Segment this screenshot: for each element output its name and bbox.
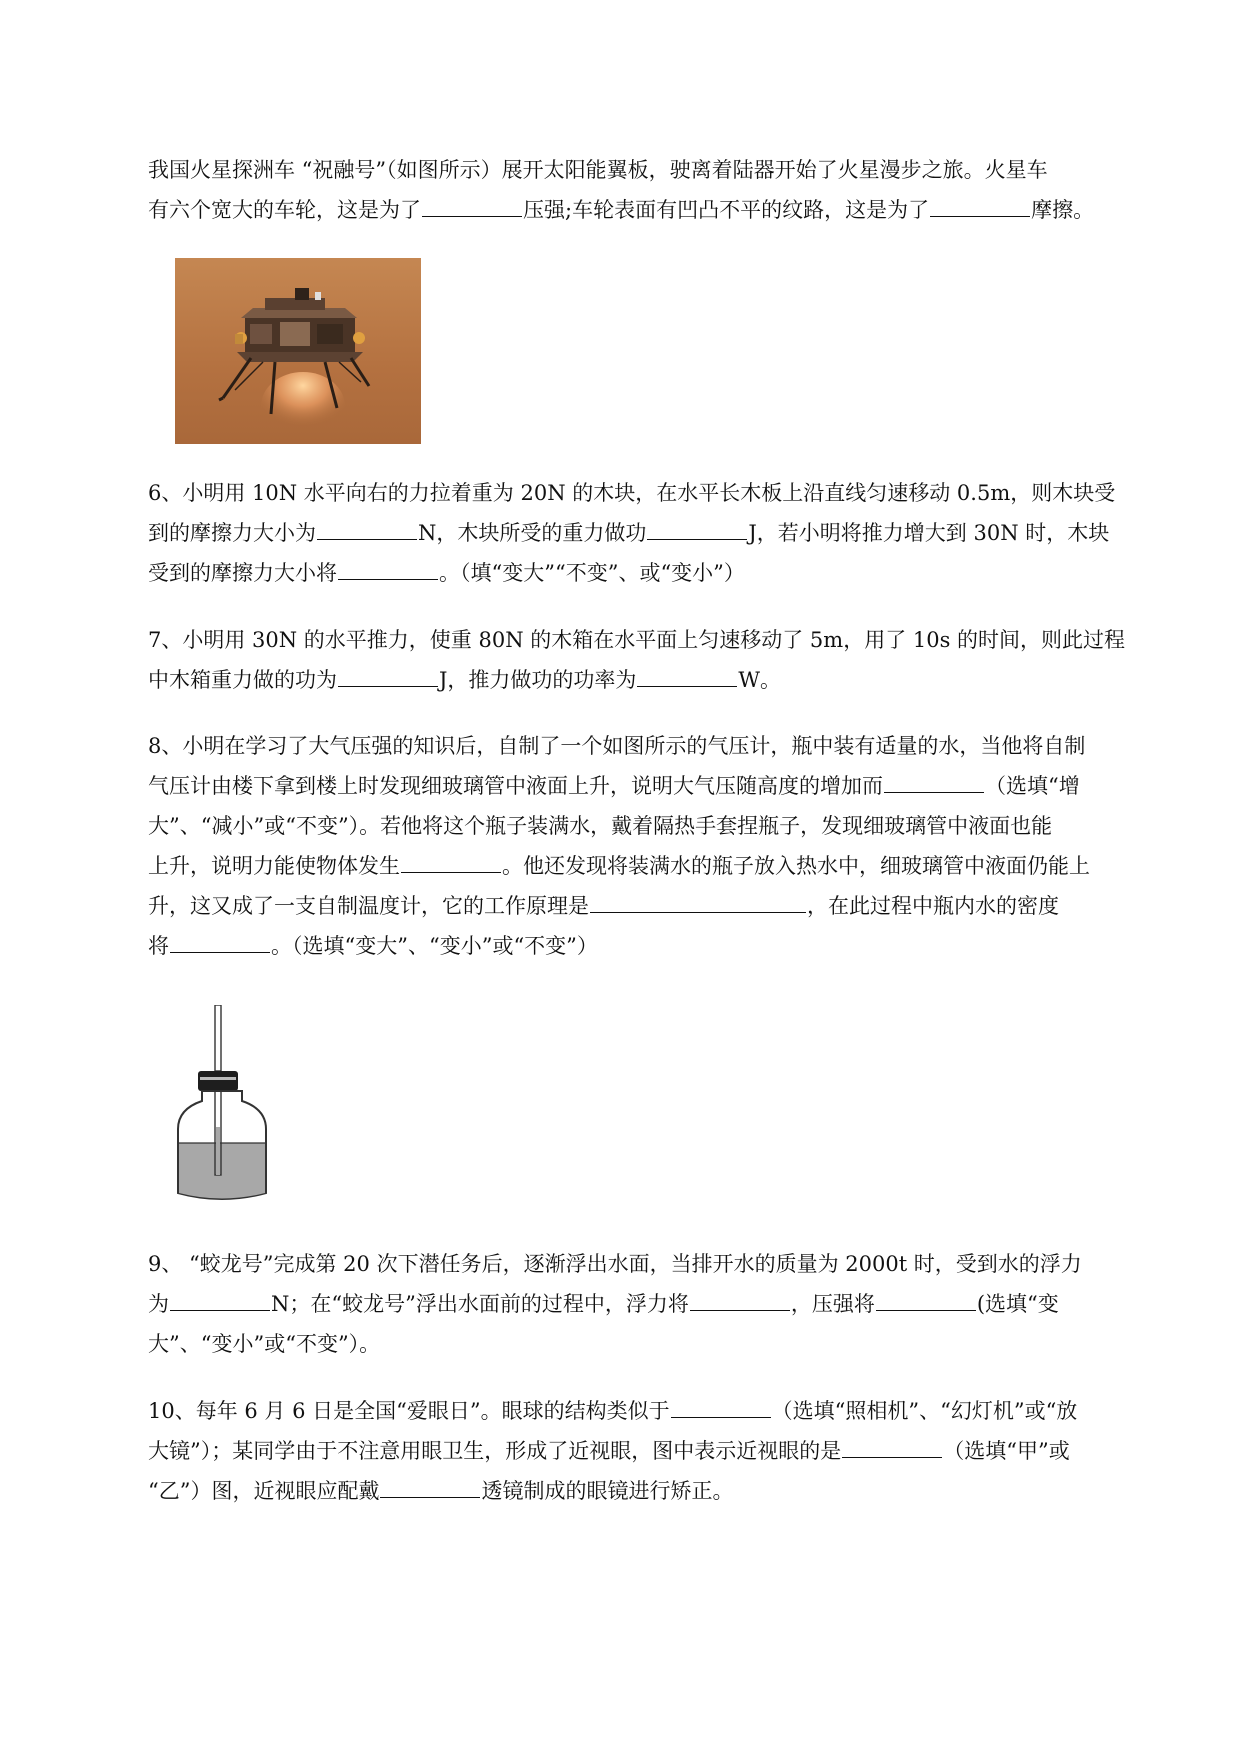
answer-blank[interactable] [647, 519, 747, 540]
q10-line-3: “乙”）图，近视眼应配戴 透镜制成的眼镜进行矫正。 [148, 1479, 734, 1503]
q8-line-4: 上升，说明力能使物体发生 。他还发现将装满水的瓶子放入热水中，细玻璃管中液面仍能上 [148, 854, 1090, 878]
answer-blank[interactable] [422, 196, 522, 217]
q8-line-3: 大”、“减小”或“不变”）。若他将这个瓶子装满水，戴着隔热手套捏瓶子，发现细玻璃管中液面也能 [148, 814, 1053, 838]
answer-blank[interactable] [170, 1290, 270, 1311]
q5-line-1: 我国火星探洲车 “祝融号”（如图所示）展开太阳能翼板，驶离着陆器开始了火星漫步之旅。火星车 [148, 158, 1048, 182]
q6-line-1: 6、小明用 10N 水平向右的力拉着重为 20N 的木块，在水平长木板上沿直线匀速移动 0.5m，则木块受 [148, 481, 1116, 505]
answer-blank[interactable] [637, 666, 737, 687]
q9-line-1: 9、 “蛟龙号”完成第 20 次下潜任务后，逐渐浮出水面，当排开水的质量为 2000t 时，受到水的浮力 [148, 1252, 1082, 1276]
q8-line-5: 升，这又成了一支自制温度计，它的工作原理是 ，在此过程中瓶内水的密度 [148, 894, 1059, 918]
question-10 [148, 1391, 1158, 1511]
answer-blank[interactable] [842, 1437, 942, 1458]
answer-blank[interactable] [338, 559, 438, 580]
q9-line-2: 为 N；在“蛟龙号”浮出水面前的过程中，浮力将 ，压强将 (选填“变 [148, 1292, 1059, 1316]
answer-blank[interactable] [401, 852, 501, 873]
q8-line-1: 8、小明在学习了大气压强的知识后，自制了一个如图所示的气压计，瓶中装有适量的水，当他将自制 [148, 734, 1086, 758]
answer-blank[interactable] [317, 519, 417, 540]
q10-line-1: 10、每年 6 月 6 日是全国“爱眼日”。眼球的结构类似于 （选填“照相机”、“幻灯机”或“放 [148, 1399, 1078, 1423]
q7-line-1: 7、小明用 30N 的水平推力，使重 80N 的木箱在水平面上匀速移动了 5m，用了 10s 的时间，则此过程 [148, 628, 1126, 652]
q8-line-2: 气压计由楼下拿到楼上时发现细玻璃管中液面上升，说明大气压随高度的增加而 （选填“增 [148, 774, 1080, 798]
answer-blank[interactable] [590, 892, 806, 913]
q10-line-2: 大镜”）；某同学由于不注意用眼卫生，形成了近视眼，图中表示近视眼的是 （选填“甲”或 [148, 1439, 1070, 1463]
bottle-barometer-diagram [172, 1005, 282, 1203]
answer-blank[interactable] [170, 932, 270, 953]
question-6 [148, 473, 1158, 593]
answer-blank[interactable] [671, 1397, 771, 1418]
question-7 [148, 620, 1158, 700]
q7-line-2: 中木箱重力做的功为 J，推力做功的功率为 W。 [148, 668, 782, 692]
question-9 [148, 1244, 1158, 1364]
q6-line-2: 到的摩擦力大小为 N，木块所受的重力做功 J，若小明将推力增大到 30N 时，木块 [148, 521, 1110, 545]
answer-blank[interactable] [884, 772, 984, 793]
q9-line-3: 大”、“变小”或“不变”）。 [148, 1332, 381, 1356]
q8-line-6: 将 。（选填“变大”、“变小”或“不变”） [148, 934, 598, 958]
question-8 [148, 726, 1158, 966]
answer-blank[interactable] [380, 1477, 480, 1498]
answer-blank[interactable] [690, 1290, 790, 1311]
q6-line-3: 受到的摩擦力大小将 。（填“变大”“不变”、或“变小”） [148, 561, 745, 585]
mars-lander-image [175, 258, 421, 444]
answer-blank[interactable] [876, 1290, 976, 1311]
answer-blank[interactable] [338, 666, 438, 687]
answer-blank[interactable] [930, 196, 1030, 217]
question-5 [148, 150, 1158, 230]
q5-line-2: 有六个宽大的车轮，这是为了 压强;车轮表面有凹凸不平的纹路，这是为了 摩擦。 [148, 198, 1095, 222]
